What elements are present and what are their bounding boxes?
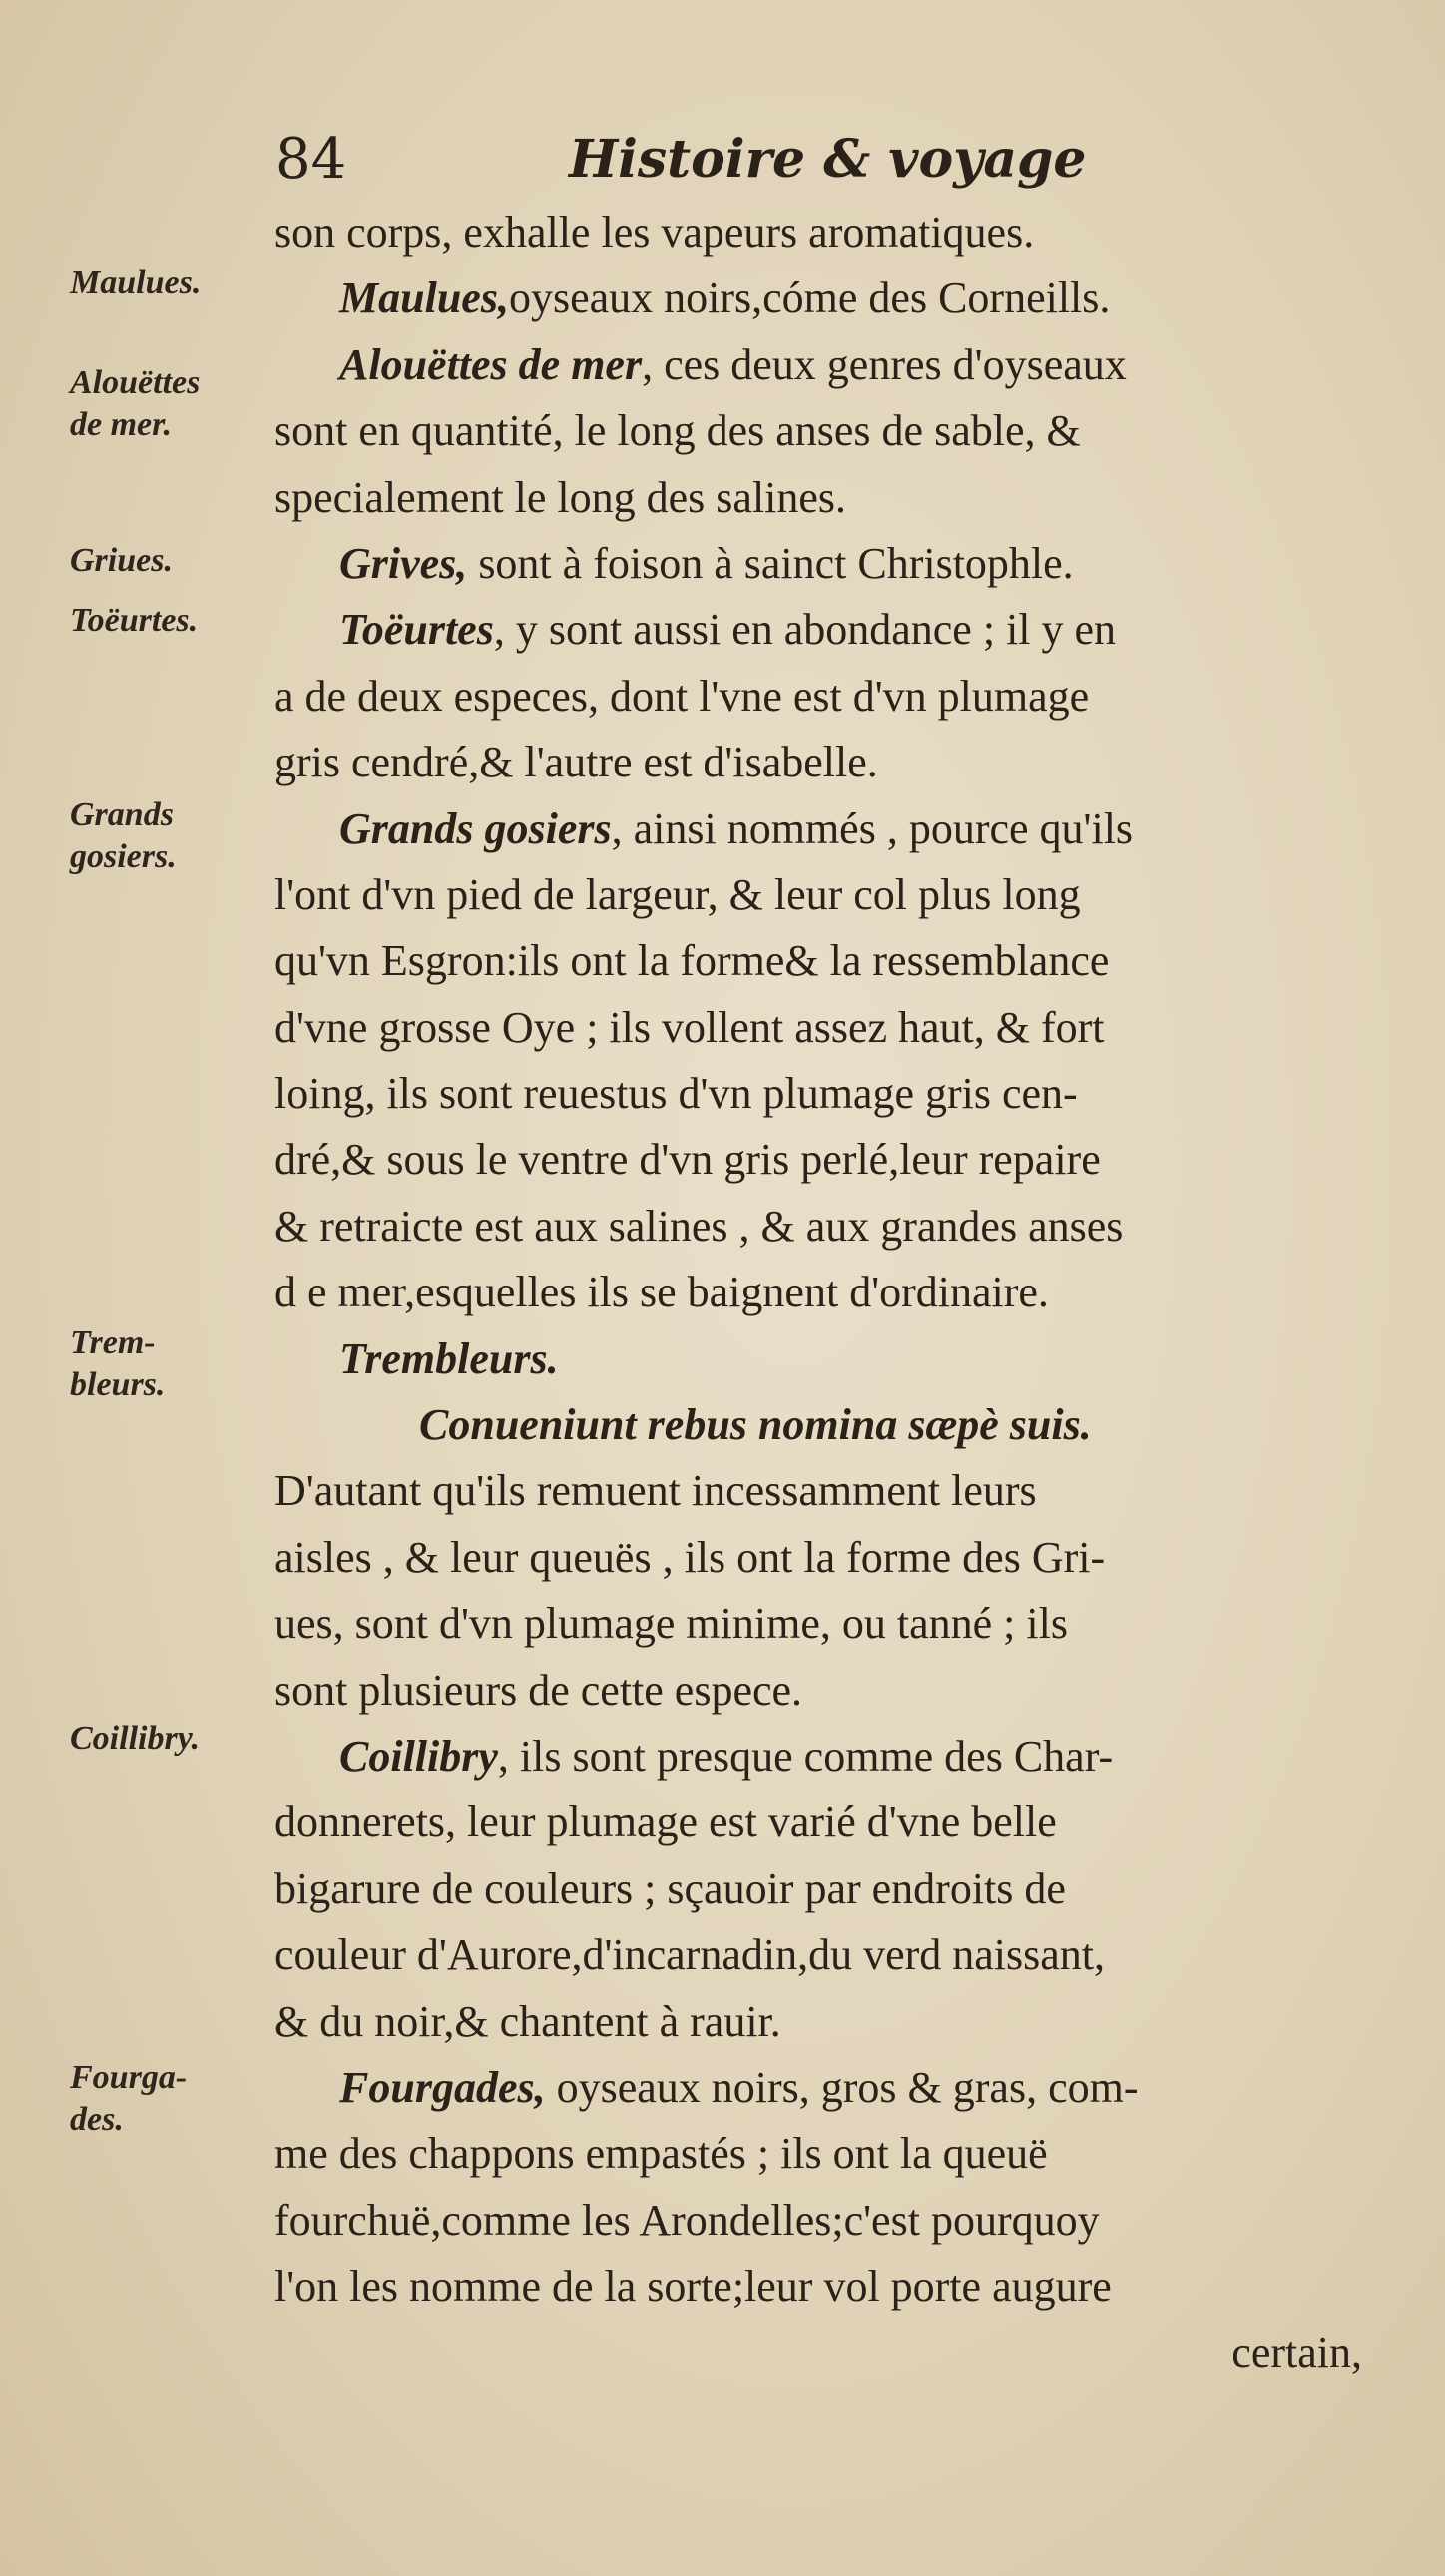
line-text: & retraicte est aux salines , & aux grandes anses (274, 1201, 1124, 1251)
margin-note: Griues. (70, 542, 173, 579)
text-line (274, 1591, 1402, 1657)
line-text: d'vne grosse Oye ; ils vollent assez haut, & fort (274, 1002, 1105, 1052)
line-text: loing, ils sont reuestus d'vn plumage gris cen- (274, 1069, 1078, 1119)
text-line (274, 2254, 1402, 2319)
text-line (274, 1989, 1402, 2055)
running-title: Histoire & voyage (569, 129, 1087, 190)
entry-term: Maulues, (339, 273, 509, 323)
text-line (274, 730, 1402, 795)
text-line (274, 597, 1402, 663)
entry-term: Grives, (339, 538, 468, 588)
line-text: oyseaux noirs, gros & gras, com- (545, 2062, 1139, 2112)
line-text: bigarure de couleurs ; sçauoir par endroits de (274, 1863, 1066, 1913)
line-text: sont plusieurs de cette espece. (274, 1665, 803, 1715)
text-line (274, 862, 1402, 928)
text-line (274, 200, 1402, 265)
margin-note: Maulues. (70, 264, 202, 301)
text-line (274, 1127, 1402, 1193)
entry-term: Fourgades, (339, 2062, 546, 2112)
page-header (269, 120, 1168, 200)
margin-note: des. (70, 2101, 124, 2138)
text-line (274, 265, 1402, 331)
text-line (274, 2121, 1402, 2187)
line-text: sont en quantité, le long des anses de sable, & (274, 406, 1081, 456)
line-text: a de deux especes, dont l'vne est d'vn plumage (274, 671, 1090, 721)
margin-note: gosiers. (70, 838, 177, 875)
text-line (274, 1525, 1402, 1591)
text-line (274, 796, 1402, 862)
entry-term: Conueniunt rebus nomina sæpè suis. (419, 1400, 1092, 1450)
line-text: l'ont d'vn pied de largeur, & leur col plus long (274, 869, 1081, 919)
text-line (274, 664, 1402, 730)
line-text: & du noir,& chantent à rauir. (274, 1996, 781, 2046)
text-line (274, 1658, 1402, 1724)
text-line (274, 398, 1402, 464)
line-text: , ainsi nommés , pource qu'ils (611, 803, 1134, 853)
line-text: ues, sont d'vn plumage minime, ou tanné ; ils (274, 1599, 1068, 1649)
text-line (274, 332, 1402, 398)
line-text: son corps, exhalle les vapeurs aromatiques. (274, 208, 1035, 257)
entry-term: Trembleurs. (339, 1333, 559, 1383)
line-text: d e mer,esquelles ils se baignent d'ordinaire. (274, 1268, 1049, 1317)
page-number: 84 (275, 127, 347, 192)
text-line (274, 1194, 1402, 1260)
line-text: , ces deux genres d'oyseaux (642, 339, 1127, 389)
margin-note: Fourga- (70, 2059, 188, 2096)
line-text: sont à foison à sainct Christophle. (467, 538, 1074, 588)
text-line (274, 928, 1402, 994)
entry-term: Grands gosiers (339, 803, 612, 853)
line-text: , y sont aussi en abondance ; il y en (493, 605, 1117, 655)
entry-term: Alouëttes de mer (339, 339, 643, 389)
text-line (274, 1790, 1402, 1855)
text-line (274, 1724, 1402, 1790)
margin-note: Coillibry. (70, 1720, 201, 1757)
line-text: qu'vn Esgron:ils ont la forme& la ressemblance (274, 936, 1110, 986)
text-line (274, 1326, 1402, 1392)
margin-note: Alouëttes (70, 364, 201, 401)
body-text (274, 200, 1402, 2386)
line-text: dré,& sous le ventre d'vn gris perlé,leur repaire (274, 1135, 1101, 1185)
line-text: D'autant qu'ils remuent incessamment leurs (274, 1466, 1037, 1516)
text-line (274, 465, 1402, 531)
line-text: aisles , & leur queuës , ils ont la forme des Gri- (274, 1532, 1106, 1582)
text-line (274, 2055, 1402, 2121)
entry-term: Toëurtes (339, 605, 494, 655)
text-line (274, 531, 1402, 597)
entry-term: Coillibry (339, 1731, 498, 1781)
margin-note: Trem- (70, 1324, 156, 1361)
text-line (274, 1856, 1402, 1922)
text-line (274, 995, 1402, 1061)
line-text: me des chappons empastés ; ils ont la queuë (274, 2129, 1048, 2179)
text-line (274, 2188, 1402, 2254)
margin-note: Grands (70, 796, 174, 833)
line-text: , ils sont presque comme des Char- (497, 1731, 1114, 1781)
margin-note: bleurs. (70, 1366, 166, 1403)
line-text: gris cendré,& l'autre est d'isabelle. (274, 738, 878, 787)
margin-note: de mer. (70, 406, 172, 443)
text-line (274, 1392, 1402, 1458)
text-line (274, 1061, 1402, 1127)
text-line (274, 1922, 1402, 1988)
text-line (274, 1458, 1402, 1524)
line-text: couleur d'Aurore,d'incarnadin,du verd naissant, (274, 1930, 1106, 1980)
margin-note: Toëurtes. (70, 602, 199, 639)
line-text: l'on les nomme de la sorte;leur vol porte augure (274, 2262, 1112, 2312)
line-text: certain, (1231, 2327, 1362, 2377)
line-text: donnerets, leur plumage est varié d'vne belle (274, 1798, 1057, 1847)
text-line (274, 1260, 1402, 1325)
text-line (274, 2320, 1402, 2386)
line-text: fourchuë,comme les Arondelles;c'est pourquoy (274, 2195, 1100, 2245)
line-text: specialement le long des salines. (274, 472, 847, 522)
line-text: oyseaux noirs,cóme des Corneills. (508, 273, 1111, 323)
